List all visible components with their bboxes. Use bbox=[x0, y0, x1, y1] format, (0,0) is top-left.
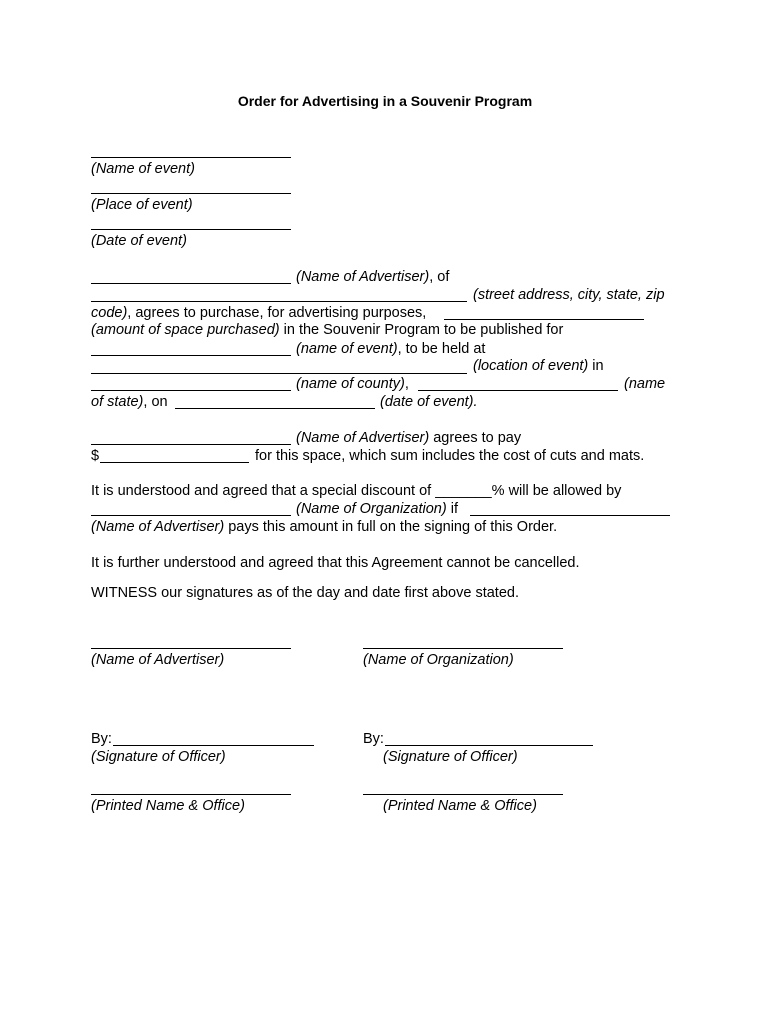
right-printed-name-line bbox=[363, 794, 563, 795]
left-signature-officer-label: (Signature of Officer) bbox=[91, 749, 226, 765]
p1-line5-text bbox=[296, 340, 485, 358]
p1-comma-text: , bbox=[404, 376, 409, 392]
left-by-line bbox=[113, 745, 314, 746]
p1-street-address-label: (street address, city, state, zip bbox=[473, 287, 665, 303]
left-printed-name-line bbox=[91, 794, 291, 795]
p2-amount-line bbox=[100, 462, 249, 463]
p1-line7-text bbox=[296, 375, 409, 393]
p2-line1-text bbox=[296, 429, 521, 447]
p3-line2-text bbox=[296, 500, 458, 518]
p2-for-this-space: for this space, which sum includes the cost of cuts and mats. bbox=[255, 448, 645, 464]
p1-line6-text bbox=[473, 357, 604, 375]
p1-line3-text bbox=[91, 304, 426, 322]
p1-in-program-text: in the Souvenir Program to be published for bbox=[279, 322, 564, 338]
name-of-event-line bbox=[91, 157, 291, 158]
p4-text: It is further understood and agreed that this Agreement cannot be cancelled. bbox=[91, 555, 580, 571]
right-by-label: By: bbox=[363, 731, 384, 747]
p1-code-label: code) bbox=[91, 305, 128, 321]
street-address-line bbox=[91, 301, 467, 302]
p1-to-be-held-text: , to be held at bbox=[397, 341, 486, 357]
p3-line1: It is understood and agreed that a special discount of _______% will be allowed by bbox=[91, 483, 622, 499]
organization-signature-line bbox=[363, 648, 563, 649]
p1-line8-text bbox=[91, 393, 168, 411]
document-title: Order for Advertising in a Souvenir Program bbox=[237, 93, 533, 109]
advertiser-name-line bbox=[91, 283, 291, 284]
p1-agrees-text: , agrees to purchase, for advertising purposes, bbox=[127, 305, 427, 321]
p5-witness-text: WITNESS our signatures as of the day and date first above stated. bbox=[91, 585, 519, 601]
sig-organization-label: (Name of Organization) bbox=[363, 652, 514, 668]
p2-agrees-text: agrees to pay bbox=[429, 430, 522, 446]
p1-line4-text bbox=[91, 321, 563, 339]
event-name-line bbox=[91, 355, 291, 356]
p3-organization-line bbox=[91, 515, 291, 516]
right-by-line bbox=[385, 745, 593, 746]
p1-in-text: in bbox=[588, 358, 604, 374]
county-line bbox=[91, 390, 291, 391]
sig-advertiser-label: (Name of Advertiser) bbox=[91, 652, 225, 668]
p3-advertiser-label: (Name of Advertiser) bbox=[91, 519, 225, 535]
left-by-label: By: bbox=[91, 731, 112, 747]
p1-advertiser-label: (Name of Advertiser) bbox=[296, 269, 430, 285]
p2-dollar-sign: $ bbox=[91, 448, 100, 464]
state-line bbox=[418, 390, 618, 391]
p2-advertiser-label: (Name of Advertiser) bbox=[296, 430, 430, 446]
p2-advertiser-line bbox=[91, 444, 291, 445]
right-signature-officer-label: (Signature of Officer) bbox=[383, 749, 518, 765]
location-line bbox=[91, 373, 467, 374]
p1-amount-space-label: (amount of space purchased) bbox=[91, 322, 280, 338]
place-of-event-label: (Place of event) bbox=[91, 197, 193, 213]
p1-line1-text bbox=[296, 268, 449, 286]
amount-space-line bbox=[444, 319, 644, 320]
p3-line3-text bbox=[91, 518, 557, 536]
p3-if-text: if bbox=[446, 501, 458, 517]
p3-organization-label: (Name of Organization) bbox=[296, 501, 447, 517]
p1-date-label: (date of event). bbox=[380, 394, 478, 410]
left-printed-name-label: (Printed Name & Office) bbox=[91, 798, 245, 814]
p1-state-label: of state) bbox=[91, 394, 144, 410]
p1-name-label: (name bbox=[624, 376, 666, 392]
right-printed-name-label: (Printed Name & Office) bbox=[383, 798, 537, 814]
p3-advertiser-line bbox=[470, 515, 670, 516]
advertiser-signature-line bbox=[91, 648, 291, 649]
p1-location-label: (location of event) bbox=[473, 358, 589, 374]
name-of-event-label: (Name of event) bbox=[91, 161, 195, 177]
date-of-event-line bbox=[91, 229, 291, 230]
p1-on-text: , on bbox=[143, 394, 168, 410]
p1-of-text: , of bbox=[429, 269, 450, 285]
p1-event-name-label: (name of event) bbox=[296, 341, 398, 357]
p3-pays-text: pays this amount in full on the signing of this Order. bbox=[224, 519, 558, 535]
place-of-event-line bbox=[91, 193, 291, 194]
date-of-event-label: (Date of event) bbox=[91, 233, 187, 249]
p1-county-label: (name of county) bbox=[296, 376, 405, 392]
date-line bbox=[175, 408, 375, 409]
